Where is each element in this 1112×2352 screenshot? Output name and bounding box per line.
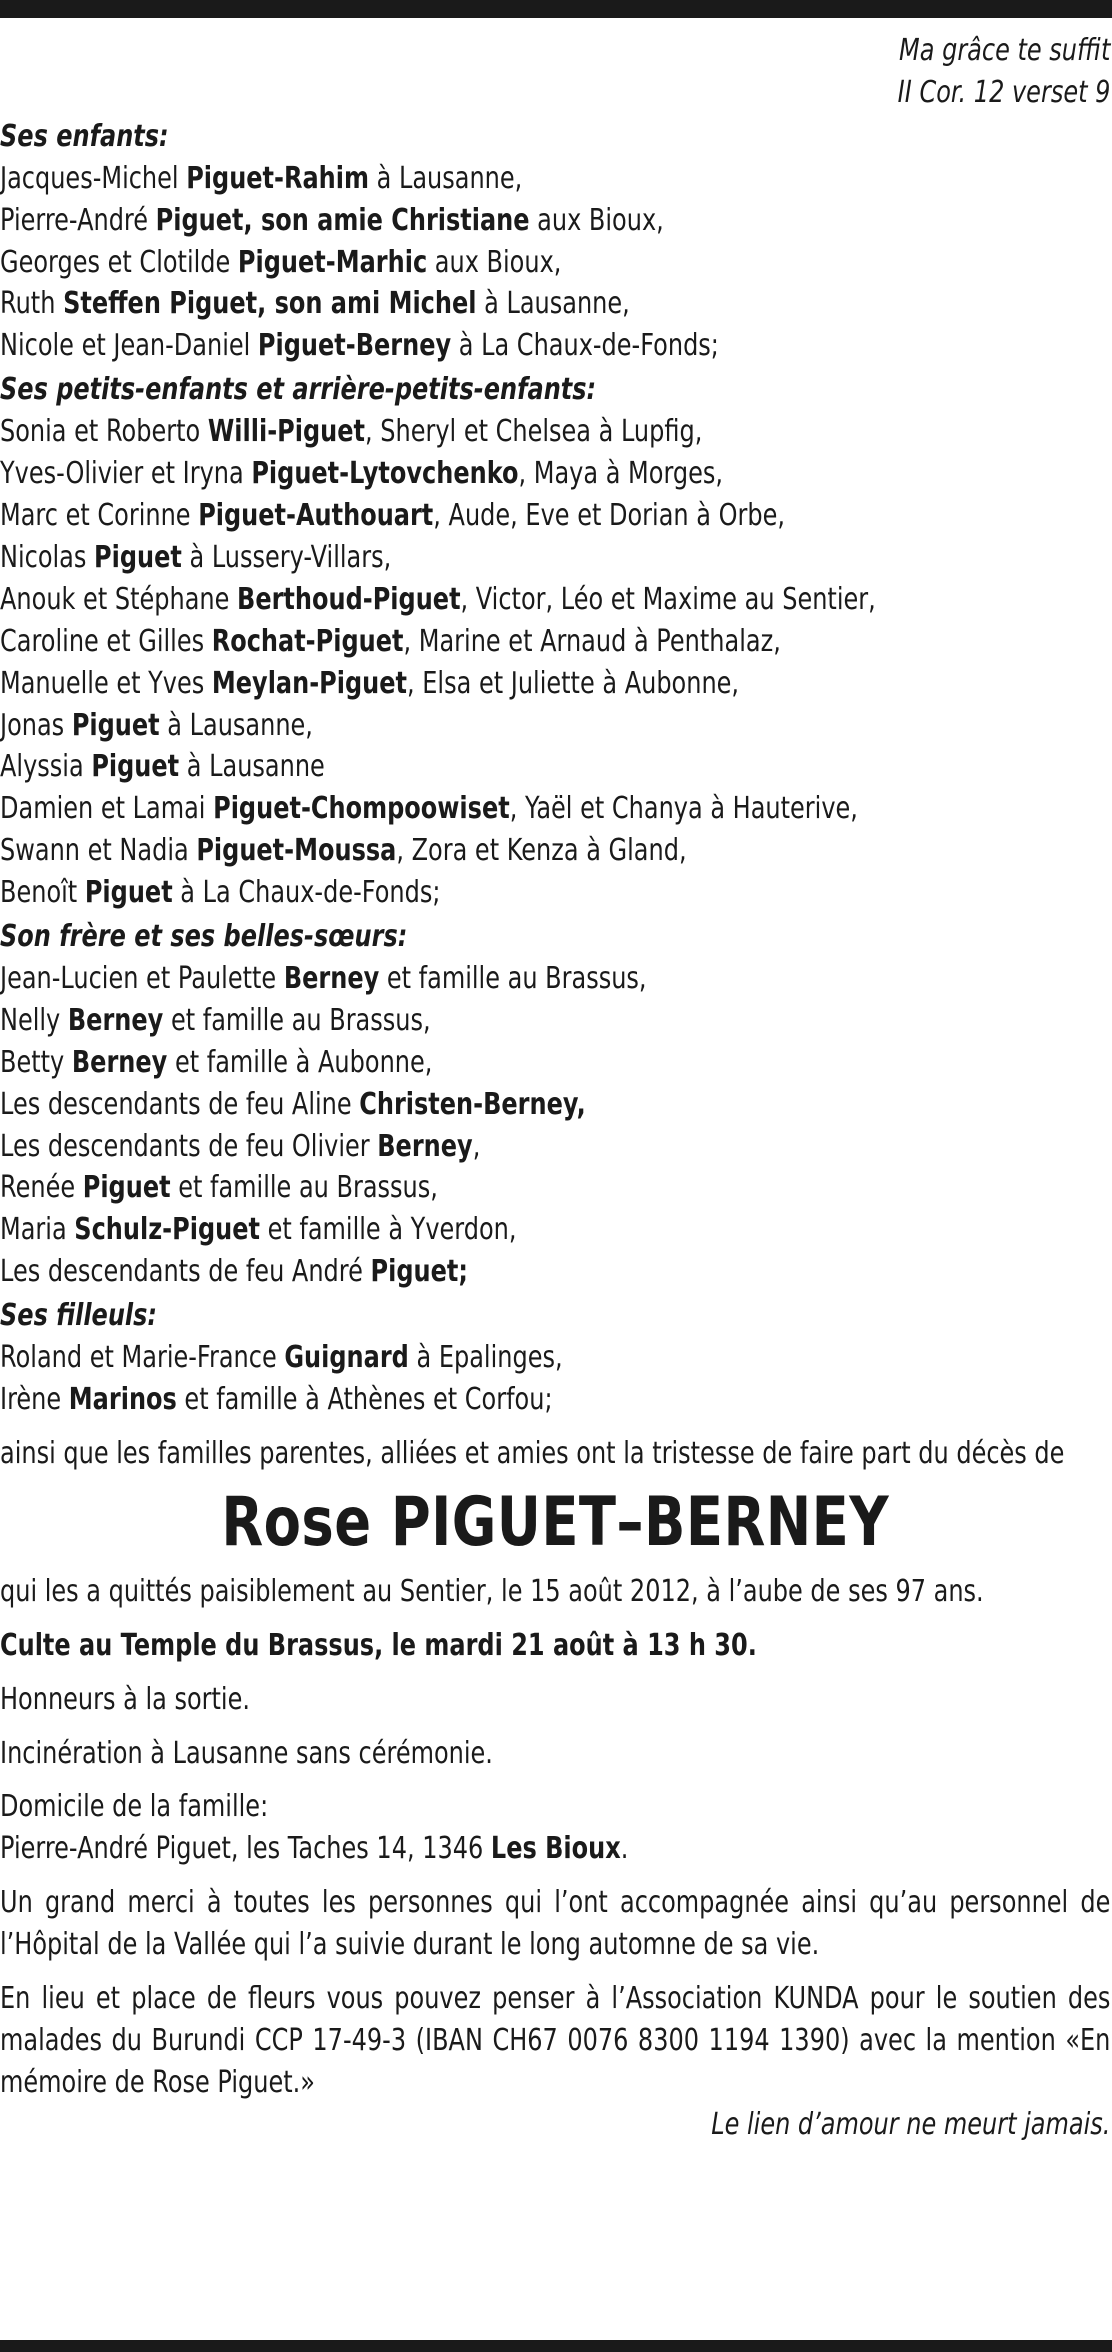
- epigraph: [0, 30, 1110, 114]
- domicile-suffix: .: [620, 1831, 629, 1867]
- family-name: Christen-Berney,: [359, 1086, 586, 1122]
- honours-text: Honneurs à la sortie.: [0, 1681, 250, 1717]
- family-name: Piguet: [82, 1170, 171, 1206]
- member-text: Les descendants de feu Aline: [0, 1086, 360, 1122]
- section-title: Son frère et ses belles-sœurs:: [0, 919, 408, 955]
- member-text: et famille à Aubonne,: [167, 1044, 433, 1080]
- member-text: , Zora et Kenza à Gland,: [396, 833, 687, 869]
- member-text: aux Bioux,: [529, 202, 664, 238]
- family-member-line: [0, 537, 1110, 579]
- member-text: à Lausanne,: [476, 286, 630, 322]
- family-name: Piguet;: [370, 1254, 468, 1290]
- family-member-line: [0, 200, 1110, 242]
- member-text: , Sheryl et Chelsea à Lupfig,: [364, 414, 703, 450]
- member-text: Les descendants de feu André: [0, 1254, 371, 1290]
- family-name: Piguet-Berney: [257, 328, 452, 364]
- closing-line: Le lien d’amour ne meurt jamais.: [711, 2106, 1111, 2142]
- family-name: Piguet: [91, 749, 180, 785]
- family-member-line: [0, 1167, 1110, 1209]
- family-name: Steffen Piguet, son ami Michel: [63, 286, 477, 322]
- family-member-line: [0, 453, 1110, 495]
- family-member-line: [0, 1000, 1110, 1042]
- family-name: Piguet-Chompoowiset: [213, 791, 510, 827]
- announcement-text: ainsi que les familles parentes, alliées et amies ont la tristesse de faire part du décès de: [0, 1435, 1065, 1471]
- family-name: Berney: [377, 1128, 473, 1164]
- family-member-line: [0, 495, 1110, 537]
- member-text: à Epalinges,: [408, 1340, 563, 1376]
- member-text: Jacques-Michel: [0, 160, 187, 196]
- donation-text: En lieu et place de fleurs vous pouvez penser à l’Association KUNDA pour le soutien des malades du Burundi CCP 17-49-3 (IBAN CH67 0076 8300 1194 1390) avec la mention «En mémoire de Rose Piguet.»: [0, 1981, 1111, 2100]
- member-text: Irène: [0, 1382, 69, 1417]
- family-name: Piguet-Marhic: [237, 244, 428, 280]
- member-text: Sonia et Roberto: [0, 414, 208, 450]
- member-text: Les descendants de feu Olivier: [0, 1128, 378, 1164]
- family-member-line: [0, 830, 1110, 872]
- family-member-line: [0, 872, 1110, 914]
- member-text: , Yaël et Chanya à Hauterive,: [509, 791, 858, 827]
- member-text: Pierre-André: [0, 202, 156, 238]
- family-member-line: [0, 788, 1110, 830]
- domicile-locality: Les Bioux: [490, 1831, 621, 1867]
- member-text: et famille à Athènes et Corfou;: [176, 1382, 553, 1417]
- family-name: Piguet-Lytovchenko: [251, 456, 519, 492]
- member-text: ,: [472, 1128, 481, 1164]
- member-text: Yves-Olivier et Iryna: [0, 456, 252, 492]
- member-text: Nelly: [0, 1002, 68, 1038]
- family-name: Marinos: [68, 1382, 177, 1417]
- member-text: , Victor, Léo et Maxime au Sentier,: [460, 581, 876, 617]
- family-name: Piguet: [84, 875, 173, 911]
- section-title: Ses petits-enfants et arrière-petits-enfants:: [0, 372, 597, 408]
- member-text: Benoît: [0, 875, 85, 911]
- family-domicile: [0, 1786, 1110, 1870]
- member-text: à La Chaux-de-Fonds;: [172, 875, 441, 911]
- domicile-address: [0, 1828, 1110, 1870]
- member-text: Anouk et Stéphane: [0, 581, 238, 617]
- thanks-text: Un grand merci à toutes les personnes qui l’ont accompagnée ainsi qu’au personnel de l’Hôpital de la Vallée qui l’a suivie durant le long automne de sa vie.: [0, 1885, 1111, 1963]
- family-member-line: [0, 1251, 1110, 1293]
- member-text: Betty: [0, 1044, 72, 1080]
- funeral-service: Culte au Temple du Brassus, le mardi 21 août à 13 h 30.: [0, 1627, 757, 1663]
- member-text: à Lussery-Villars,: [181, 539, 392, 575]
- family-name: Willi-Piguet: [207, 414, 365, 450]
- family-name: Piguet-Rahim: [186, 160, 369, 196]
- family-member-line: [0, 1042, 1110, 1084]
- epigraph-reference: II Cor. 12 verset 9: [897, 74, 1111, 110]
- member-text: à La Chaux-de-Fonds;: [451, 328, 719, 364]
- member-text: Swann et Nadia: [0, 833, 197, 869]
- member-text: aux Bioux,: [427, 244, 562, 280]
- member-text: Ruth: [0, 286, 64, 322]
- member-text: Marc et Corinne: [0, 497, 199, 533]
- family-member-line: [0, 242, 1110, 284]
- family-name: Piguet-Moussa: [196, 833, 397, 869]
- member-text: et famille au Brassus,: [170, 1170, 438, 1206]
- member-text: , Maya à Morges,: [518, 456, 724, 492]
- family-member-line: [0, 411, 1110, 453]
- member-text: à Lausanne,: [369, 160, 523, 196]
- section-title: Ses filleuls:: [0, 1298, 158, 1334]
- obituary-notice: [0, 30, 1110, 2146]
- section-title: Ses enfants:: [0, 118, 169, 154]
- epigraph-quote: Ma grâce te suffit: [899, 33, 1111, 68]
- member-text: et famille au Brassus,: [379, 960, 647, 996]
- family-name: Berthoud-Piguet: [237, 581, 461, 617]
- member-text: Manuelle et Yves: [0, 665, 212, 701]
- deceased-name: Rose PIGUET–BERNEY: [221, 1482, 890, 1562]
- bottom-rule: [0, 2340, 1112, 2352]
- family-member-line: [0, 958, 1110, 1000]
- member-text: et famille à Yverdon,: [259, 1212, 517, 1248]
- member-text: Jean-Lucien et Paulette: [0, 960, 284, 996]
- family-member-line: [0, 1379, 1110, 1421]
- member-text: à Lausanne,: [159, 707, 313, 743]
- family-member-line: [0, 283, 1110, 325]
- family-name: Piguet: [94, 539, 182, 575]
- family-name: Piguet-Authouart: [198, 497, 434, 533]
- family-member-line: [0, 1337, 1110, 1379]
- member-text: et famille au Brassus,: [163, 1002, 431, 1038]
- member-text: Nicolas: [0, 539, 95, 575]
- family-name: Schulz-Piguet: [74, 1212, 260, 1248]
- family-name: Berney: [283, 960, 380, 996]
- family-member-line: [0, 746, 1110, 788]
- member-text: Maria: [0, 1212, 75, 1248]
- cremation-text: Incinération à Lausanne sans cérémonie.: [0, 1735, 493, 1771]
- member-text: Caroline et Gilles: [0, 623, 212, 659]
- family-member-line: [0, 325, 1110, 367]
- member-text: , Marine et Arnaud à Penthalaz,: [403, 623, 781, 659]
- member-text: , Elsa et Juliette à Aubonne,: [407, 665, 740, 701]
- family-member-line: [0, 705, 1110, 747]
- member-text: à Lausanne: [179, 749, 325, 785]
- family-member-line: [0, 663, 1110, 705]
- member-text: Jonas: [0, 707, 72, 743]
- member-text: Roland et Marie-France: [0, 1340, 285, 1376]
- family-name: Rochat-Piguet: [211, 623, 404, 659]
- member-text: Georges et Clotilde: [0, 244, 238, 280]
- member-text: Alyssia: [0, 749, 92, 785]
- family-member-line: [0, 1209, 1110, 1251]
- domicile-label: Domicile de la famille:: [0, 1789, 269, 1825]
- family-name: Meylan-Piguet: [211, 665, 408, 701]
- member-text: Damien et Lamai: [0, 791, 214, 827]
- family-member-line: [0, 158, 1110, 200]
- family-name: Berney: [71, 1044, 168, 1080]
- notice-text: [0, 30, 1110, 2146]
- domicile-street: Pierre-André Piguet, les Taches 14, 1346: [0, 1831, 491, 1867]
- family-member-line: [0, 621, 1110, 663]
- passing-text: qui les a quittés paisiblement au Sentier, le 15 août 2012, à l’aube de ses 97 ans.: [0, 1573, 984, 1609]
- family-member-line: [0, 1084, 1110, 1126]
- family-member-line: [0, 579, 1110, 621]
- member-text: Nicole et Jean-Daniel: [0, 328, 258, 364]
- family-member-line: [0, 1126, 1110, 1168]
- family-name: Berney: [67, 1002, 164, 1038]
- top-rule: [0, 0, 1112, 18]
- member-text: , Aude, Eve et Dorian à Orbe,: [433, 497, 785, 533]
- family-name: Guignard: [284, 1340, 409, 1376]
- family-name: Piguet, son amie Christiane: [155, 202, 530, 238]
- family-name: Piguet: [71, 707, 160, 743]
- family-sections: [0, 116, 1110, 1421]
- member-text: Renée: [0, 1170, 83, 1206]
